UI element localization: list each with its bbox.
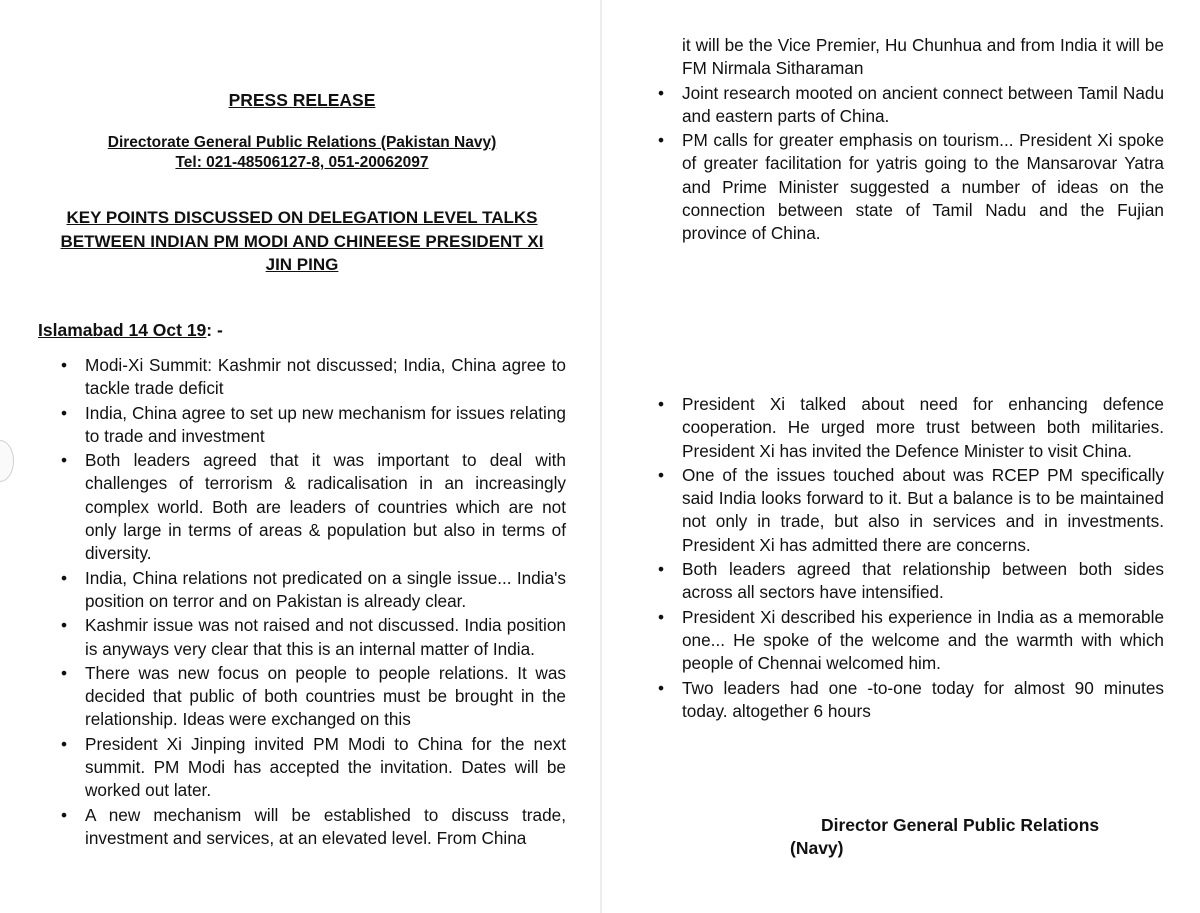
dateline (38, 320, 223, 341)
list-item-text: President Xi talked about need for enhancing defence cooperation. He urged more trust between both militaries. President Xi has invited the Defence Minister to visit China. (682, 394, 1164, 461)
list-item-text: Kashmir issue was not raised and not discussed. India position is anyways very clear that this is an internal matter of India. (85, 615, 566, 659)
document-title (40, 206, 564, 277)
list-item (658, 129, 1164, 245)
list-item-text: Joint research mooted on ancient connect between Tamil Nadu and eastern parts of China. (682, 82, 1164, 126)
list-item-continuation (658, 34, 1164, 81)
list-item (61, 614, 566, 661)
bullet-icon: • (61, 402, 68, 423)
bullet-icon: • (61, 733, 68, 754)
list-item-text: Both leaders agreed that relationship between both sides across all sectors have intensified. (682, 559, 1164, 603)
list-item (61, 449, 566, 565)
list-item-text: President Xi described his experience in India as a memorable one... He spoke of the welcome and the warmth with which people of Chennai welcomed him. (682, 606, 1164, 674)
dateline-place-date: Islamabad 14 Oct 19 (38, 320, 207, 340)
bullet-icon: • (61, 804, 68, 825)
signature-subtitle: (Navy) (790, 838, 844, 858)
bullet-icon: • (61, 567, 68, 588)
list-item-text: India, China agree to set up new mechanism for issues relating to trade and investment (85, 402, 566, 446)
bullet-icon: • (61, 450, 68, 471)
title-line-2: BETWEEN INDIAN PM MODI AND CHINEESE PRESIDENT XI (60, 231, 544, 251)
list-item (61, 662, 566, 732)
list-item-text: it will be the Vice Premier, Hu Chunhua and from India it will be FM Nirmala Sitharaman (682, 35, 1164, 79)
right-page (602, 0, 1200, 913)
list-item (61, 354, 566, 401)
list-item (658, 464, 1164, 557)
title-line-3: JIN PING (265, 255, 339, 274)
list-item (658, 606, 1164, 676)
bullet-icon: • (658, 394, 665, 414)
list-item (658, 558, 1164, 605)
list-item-text: There was new focus on people to people relations. It was decided that public of both countries must be brought in the relationship. Ideas were exchanged on this (85, 662, 566, 730)
bullet-icon: • (658, 130, 665, 151)
list-item-text: Both leaders agreed that it was important to deal with challenges of terrorism & radicalisation in an increasingly complex world. Both are leaders of countries which are not only large in terms of areas & population but also in terms of diversity. (85, 450, 566, 564)
list-item (61, 733, 566, 803)
title-line-1: KEY POINTS DISCUSSED ON DELEGATION LEVEL TALKS (66, 208, 538, 227)
dateline-suffix: : - (206, 320, 223, 340)
press-release-heading: PRESS RELEASE (228, 90, 376, 110)
signature-title: Director General Public Relations (821, 815, 1100, 835)
bullet-icon: • (658, 606, 665, 627)
bullet-icon: • (61, 355, 68, 375)
right-top-key-points-list (658, 34, 1164, 247)
directorate-block (40, 133, 564, 173)
page-curl-decoration (0, 440, 14, 482)
list-item (61, 567, 566, 614)
bullet-icon: • (658, 82, 665, 103)
list-item-text: Modi-Xi Summit: Kashmir not discussed; India, China agree to tackle trade deficit (85, 355, 566, 399)
list-item-text: PM calls for greater emphasis on tourism... President Xi spoke of greater facilitation for yatris going to the Mansarovar Yatra and Prime Minister suggested a number of ideas on the connection between state of Tamil Nadu and the Fujian province of China. (682, 130, 1164, 244)
list-item-text: President Xi Jinping invited PM Modi to China for the next summit. PM Modi has accepted the invitation. Dates will be worked out later. (85, 733, 566, 801)
bullet-icon: • (658, 559, 665, 580)
list-item (61, 804, 566, 851)
left-key-points-list (61, 354, 566, 851)
list-item-text: One of the issues touched about was RCEP PM specifically said India looks forward to it. But a balance is to be maintained not only in trade, but also in services and in investments. President Xi has admitted there are concerns. (682, 464, 1164, 555)
bullet-icon: • (61, 615, 68, 636)
bullet-icon: • (658, 677, 665, 698)
list-item (658, 393, 1164, 463)
directorate-name: Directorate General Public Relations (Pakistan Navy) (107, 134, 497, 151)
right-middle-key-points-list (658, 393, 1164, 724)
bullet-icon: • (61, 662, 68, 683)
list-item (61, 402, 566, 449)
list-item (658, 82, 1164, 129)
list-item-text: India, China relations not predicated on a single issue... India's position on terror and on Pakistan is already clear. (85, 567, 566, 611)
bullet-icon: • (658, 464, 665, 485)
telephone-numbers: Tel: 021-48506127-8, 051-20062097 (175, 154, 429, 171)
list-item (658, 677, 1164, 724)
list-item-text: A new mechanism will be established to discuss trade, investment and services, at an elevated level. From China (85, 804, 566, 848)
list-item-text: Two leaders had one -to-one today for almost 90 minutes today. altogether 6 hours (682, 677, 1164, 721)
